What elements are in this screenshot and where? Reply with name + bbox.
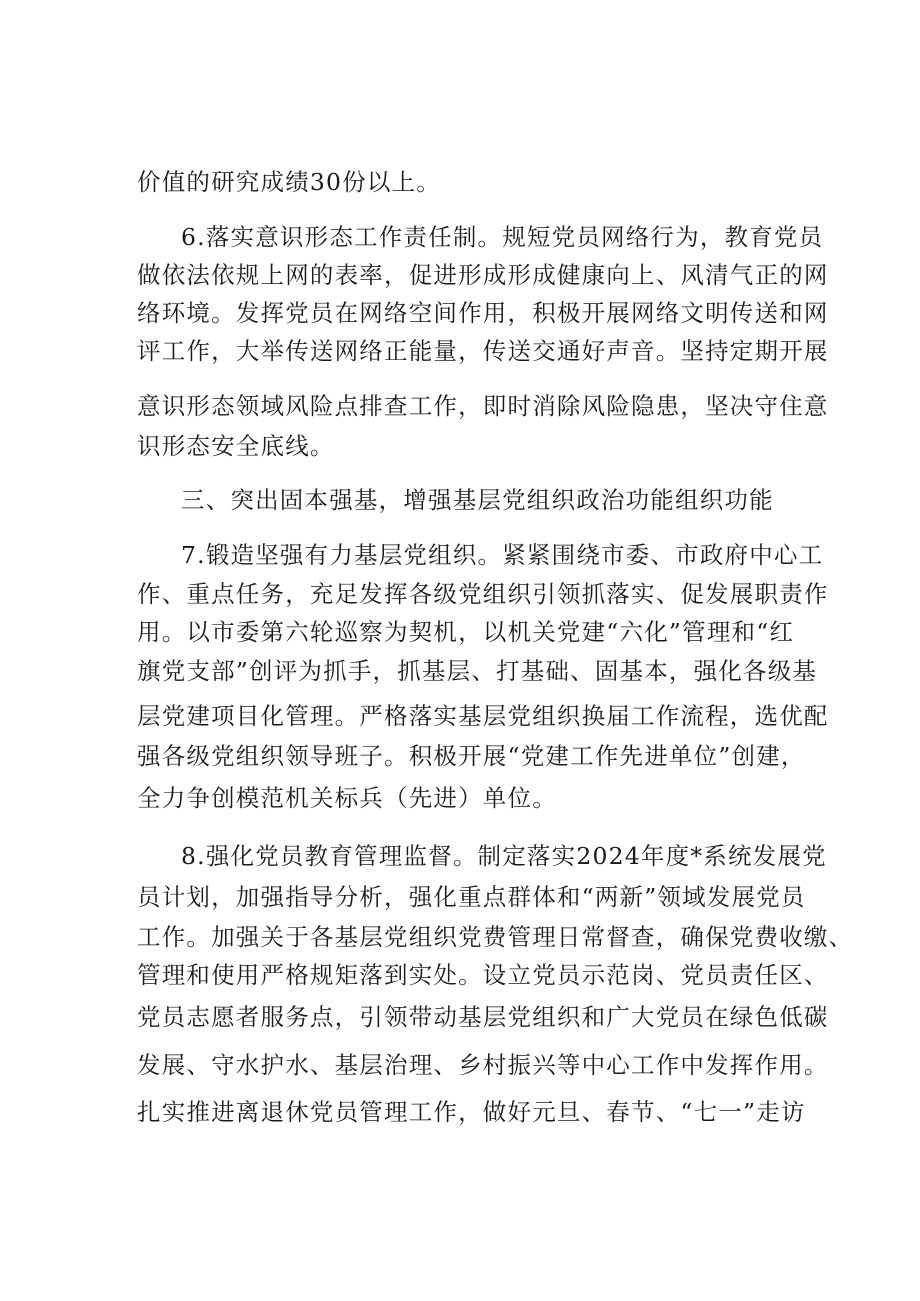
text-line: 做依法依规上网的表率，促进形成形成健康向上、风清气正的网: [137, 261, 829, 289]
text-line: 评工作，大举传送网络正能量，传送交通好声音。坚持定期开展: [137, 337, 829, 365]
text-line: 7.锻造坚强有力基层党组织。紧紧围绕市委、市政府中心工: [181, 541, 824, 569]
text-line: 员计划，加强指导分析，强化重点群体和“两新”领域发展党员: [137, 883, 806, 911]
section-heading: 三、突出固本强基，增强基层党组织政治功能组织功能: [181, 486, 774, 514]
text-line: 旗党支部”创评为抓手，抓基层、打基础、固基本，强化各级基: [137, 657, 818, 685]
text-line: 党员志愿者服务点，引领带动基层党组织和广大党员在绿色低碳: [137, 1003, 829, 1031]
text-line: 意识形态领域风险点排查工作，即时消除风险隐患，坚决守住意: [137, 392, 829, 420]
text-line: 发展、守水护水、基层治理、乡村振兴等中心工作中发挥作用。: [137, 1051, 829, 1079]
text-line: 扎实推进离退休党员管理工作，做好元旦、春节、“七一”走访: [137, 1098, 806, 1126]
text-line: 络环境。发挥党员在网络空间作用，积极开展网络文明传送和网: [137, 299, 829, 327]
text-line: 识形态安全底线。: [137, 432, 335, 460]
text-line: 管理和使用严格规矩落到实处。设立党员示范岗、党员责任区、: [137, 961, 829, 989]
text-line: 全力争创模范机关标兵（先进）单位。: [137, 784, 557, 812]
text-line: 8.强化党员教育管理监督。制定落实2024年度*系统发展党: [181, 842, 827, 870]
text-line: 用。以市委第六轮巡察为契机，以机关党建“六化”管理和“红: [137, 618, 795, 646]
text-line: 作、重点任务，充足发挥各级党组织引领抓落实、促发展职责作: [137, 580, 829, 608]
text-line: 6.落实意识形态工作责任制。规短党员网络行为，教育党员: [181, 223, 824, 251]
text-line: 工作。加强关于各基层党组织党费管理日常督查，确保党费收缴、: [137, 923, 854, 951]
text-line: 强各级党组织领导班子。积极开展“党建工作先进单位”创建，: [137, 742, 806, 770]
text-line: 层党建项目化管理。严格落实基层党组织换届工作流程，选优配: [137, 702, 829, 730]
text-line: 价值的研究成绩30份以上。: [137, 168, 442, 196]
